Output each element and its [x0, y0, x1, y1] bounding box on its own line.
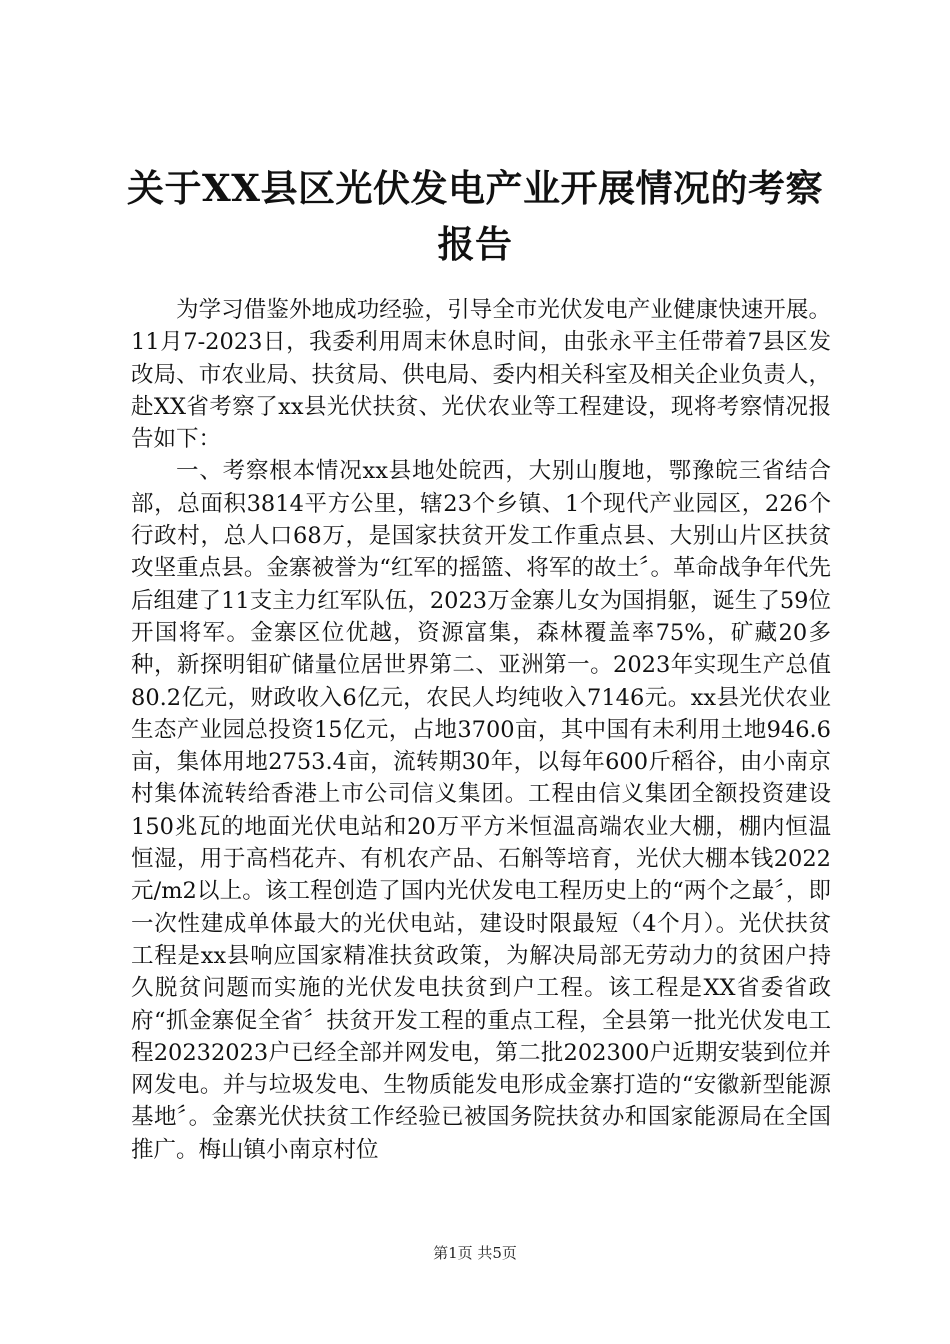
paragraph-section-1: 一、考察根本情况xx县地处皖西，大别山腹地，鄂豫皖三省结合部，总面积3814平方公里，辖23个乡镇、1个现代产业园区，226个行政村，总人口68万，是国家扶贫开发工作重点县、大别山片区扶贫攻坚重点县。金寨被誉为“红军的摇篮、将军的故土〞。革命战争年代先后组建了11支主力红军队伍，2023万金寨儿女为国捐躯，诞生了59位开国将军。金寨区位优越，资源富集，森林覆盖率75%，矿藏20多种，新探明钼矿储量位居世界第二、亚洲第一。2023年实现生产总值80.2亿元，财政收入6亿元，农民人均纯收入7146元。xx县光伏农业生态产业园总投资15亿元，占地3700亩，其中国有未利用土地946.6亩，集体用地2753.4亩，流转期30年，以每年600斤稻谷，由小南京村集体流转给香港上市公司信义集团。工程由信义集团全额投资建设150兆瓦的地面光伏电站和20万平方米恒温高端农业大棚，棚内恒温恒湿，用于高档花卉、有机农产品、石斛等培育，光伏大棚本钱2022元/m2以上。该工程创造了国内光伏发电工程历史上的“两个之最〞，即一次性建成单体最大的光伏电站，建设时限最短（4个月）。光伏扶贫工程是xx县响应国家精准扶贫政策，为解决局部无劳动力的贫困户持久脱贫问题而实施的光伏发电扶贫到户工程。该工程是XX省委省政府“抓金寨促全省〞扶贫开发工程的重点工程，全县第一批光伏发电工程20232023户已经全部并网发电，第二批202300户近期安装到位并网发电。并与垃圾发电、生物质能发电形成金寨打造的“安徽新型能源基地〞。金寨光伏扶贫工作经验已被国务院扶贫办和国家能源局在全国推广。梅山镇小南京村位	[131, 458, 831, 1163]
document-title: 关于XX县区光伏发电产业开展情况的考察报告	[127, 166, 823, 266]
page-number: 第1页 共5页	[433, 1244, 517, 1262]
paragraph-intro: 为学习借鉴外地成功经验，引导全市光伏发电产业健康快速开展。11月7-2023日，我委利用周末休息时间，由张永平主任带着7县区发改局、市农业局、扶贫局、供电局、委内相关科室及相关企业负责人，赴XX省考察了xx县光伏扶贫、光伏农业等工程建设，现将考察情况报告如下：	[131, 297, 831, 453]
document-body	[131, 294, 831, 1166]
